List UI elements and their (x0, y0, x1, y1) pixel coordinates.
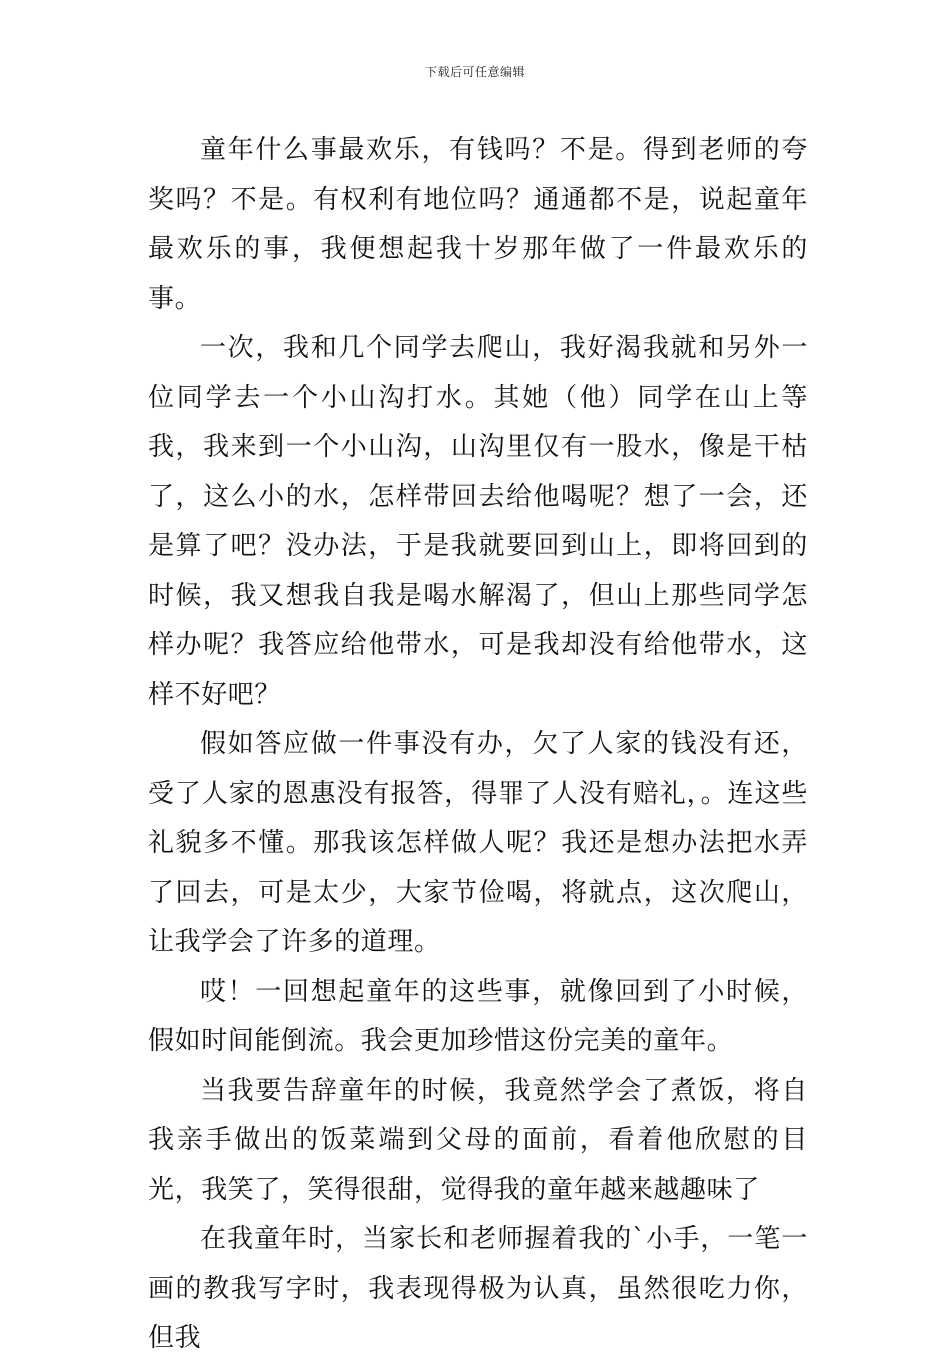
paragraph-4: 哎！一回想起童年的这些事，就像回到了小时候，假如时间能倒流。我会更加珍惜这份完美的童年。 (148, 976, 808, 1056)
paragraph-1: 童年什么事最欢乐，有钱吗？不是。得到老师的夸奖吗？不是。有权利有地位吗？通通都不是，说起童年最欢乐的事，我便想起我十岁那年做了一件最欢乐的事。 (148, 135, 808, 314)
paragraph-2: 一次，我和几个同学去爬山，我好渴我就和另外一位同学去一个小山沟打水。其她（他）同学在山上等我，我来到一个小山沟，山沟里仅有一股水，像是干枯了，这么小的水，怎样带回去给他喝呢？想了一会，还是算了吧？没办法，于是我就要回到山上，即将回到的时候，我又想我自我是喝水解渴了，但山上那些同学怎样办呢？我答应给他带水，可是我却没有给他带水，这样不好吧？ (148, 333, 808, 710)
paragraph-6: 在我童年时，当家长和老师握着我的`小手，一笔一画的教我写字时，我表现得极为认真，虽然很吃力你，但我 (148, 1224, 808, 1353)
document-body (148, 126, 808, 1364)
paragraph-5: 当我要告辞童年的时候，我竟然学会了煮饭，将自我亲手做出的饭菜端到父母的面前，看着他欣慰的目光，我笑了，笑得很甜，觉得我的童年越来越趣味了 (148, 1075, 808, 1205)
page-header-note: 下载后可任意编辑 (424, 65, 525, 79)
paragraph-3: 假如答应做一件事没有办，欠了人家的钱没有还，受了人家的恩惠没有报答，得罪了人没有赔礼，。连这些礼貌多不懂。那我该怎样做人呢？我还是想办法把水弄了回去，可是太少，大家节俭喝，将就点，这次爬山，让我学会了许多的道理。 (148, 729, 808, 957)
